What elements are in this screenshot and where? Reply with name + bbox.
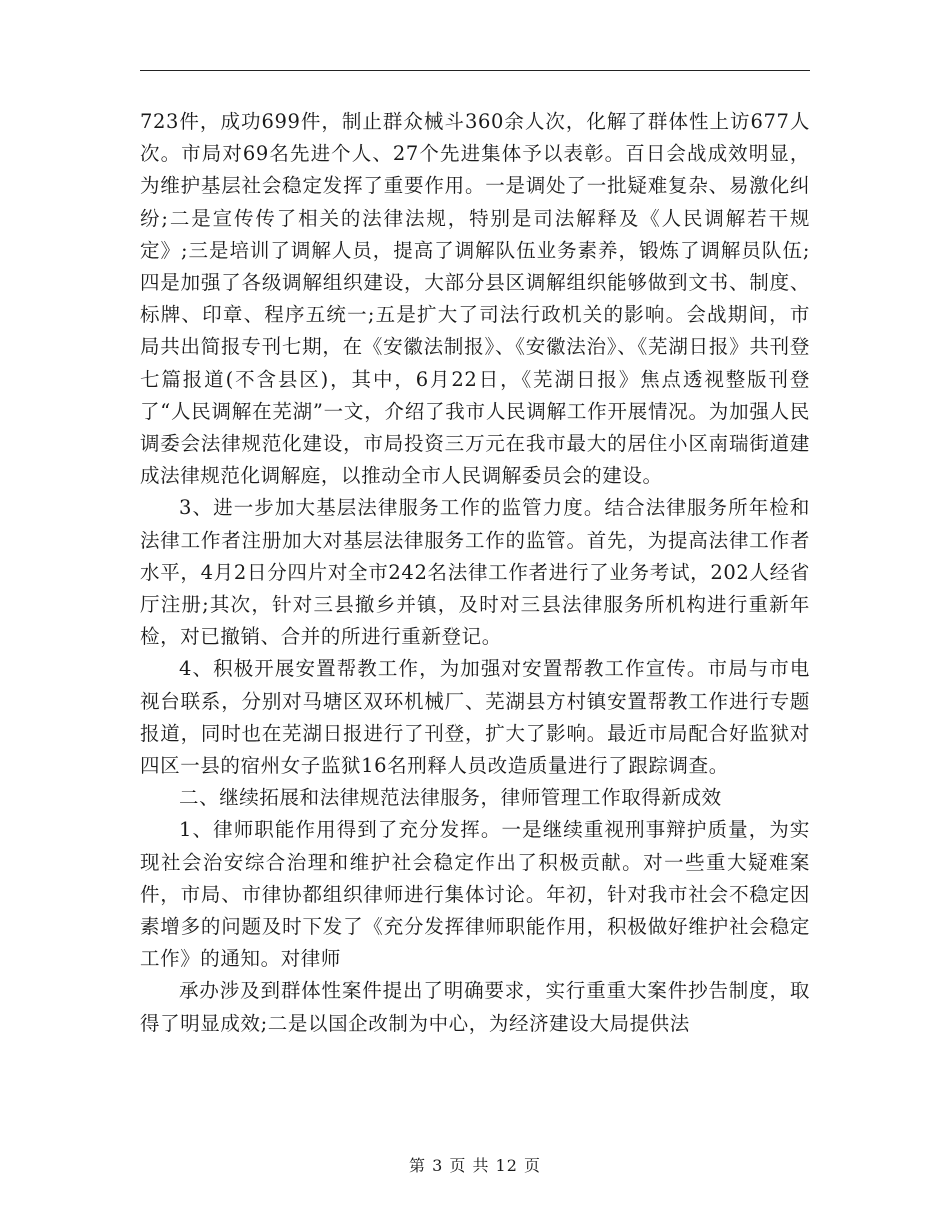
paragraph-resettlement-education: 4、积极开展安置帮教工作，为加强对安置帮教工作宣传。市局与市电视台联系，分别对马塘区双环机械厂、芜湖县方村镇安置帮教工作进行专题报道，同时也在芜湖日报进行了刊登，扩大了影响。最近市局配合好监狱对四区一县的宿州女子监狱16名刑释人员改造质量进行了跟踪调查。 — [140, 657, 810, 778]
paragraph-continuation: 承办涉及到群体性案件提出了明确要求，实行重重大案件抄告制度，取得了明显成效;二是以国企改制为中心，为经济建设大局提供法 — [140, 979, 810, 1035]
paragraph-legal-service-supervision: 3、进一步加大基层法律服务工作的监管力度。结合法律服务所年检和法律工作者注册加大对基层法律服务工作的监管。首先，为提高法律工作者水平，4月2日分四片对全市242名法律工作者进行了业务考试，202人经省厅注册;其次，针对三县撤乡并镇，及时对三县法律服务所机构进行重新年检，对已撤销、合并的所进行重新登记。 — [140, 496, 810, 649]
document-body — [140, 106, 810, 1040]
section-heading-lawyer-management: 二、继续拓展和法律规范法律服务，律师管理工作取得新成效 — [179, 786, 722, 810]
paragraph-lawyer-role: 1、律师职能作用得到了充分发挥。一是继续重视刑事辩护质量，为实现社会治安综合治理和维护社会稳定作出了积极贡献。对一些重大疑难案件，市局、市律协都组织律师进行集体讨论。年初，针对我市社会不稳定因素增多的问题及时下发了《充分发挥律师职能作用，积极做好维护社会稳定工作》的通知。对律师 — [140, 818, 810, 971]
header-rule — [140, 70, 810, 71]
page-number-footer: 第 3 页 共 12 页 — [409, 1156, 541, 1175]
paragraph-mediation-results: 723件，成功699件，制止群众械斗360余人次，化解了群体性上访677人次。市局对69名先进个人、27个先进集体予以表彰。百日会战成效明显，为维护基层社会稳定发挥了重要作用。一是调处了一批疑难复杂、易激化纠纷;二是宣传传了相关的法律法规，特别是司法解释及《人民调解若干规定》;三是培训了调解人员，提高了调解队伍业务素养，锻炼了调解员队伍;四是加强了各级调解组织建设，大部分县区调解组织能够做到文书、制度、标牌、印章、程序五统一;五是扩大了司法行政机关的影响。会战期间，市局共出简报专刊七期，在《安徽法制报》、《安徽法治》、《芜湖日报》共刊登七篇报道(不含县区)，其中，6月22日，《芜湖日报》焦点透视整版刊登了“人民调解在芜湖”一文，介绍了我市人民调解工作开展情况。为加强人民调委会法律规范化建设，市局投资三万元在我市最大的居住小区南瑞街道建成法律规范化调解庭，以推动全市人民调解委员会的建设。 — [140, 110, 810, 488]
